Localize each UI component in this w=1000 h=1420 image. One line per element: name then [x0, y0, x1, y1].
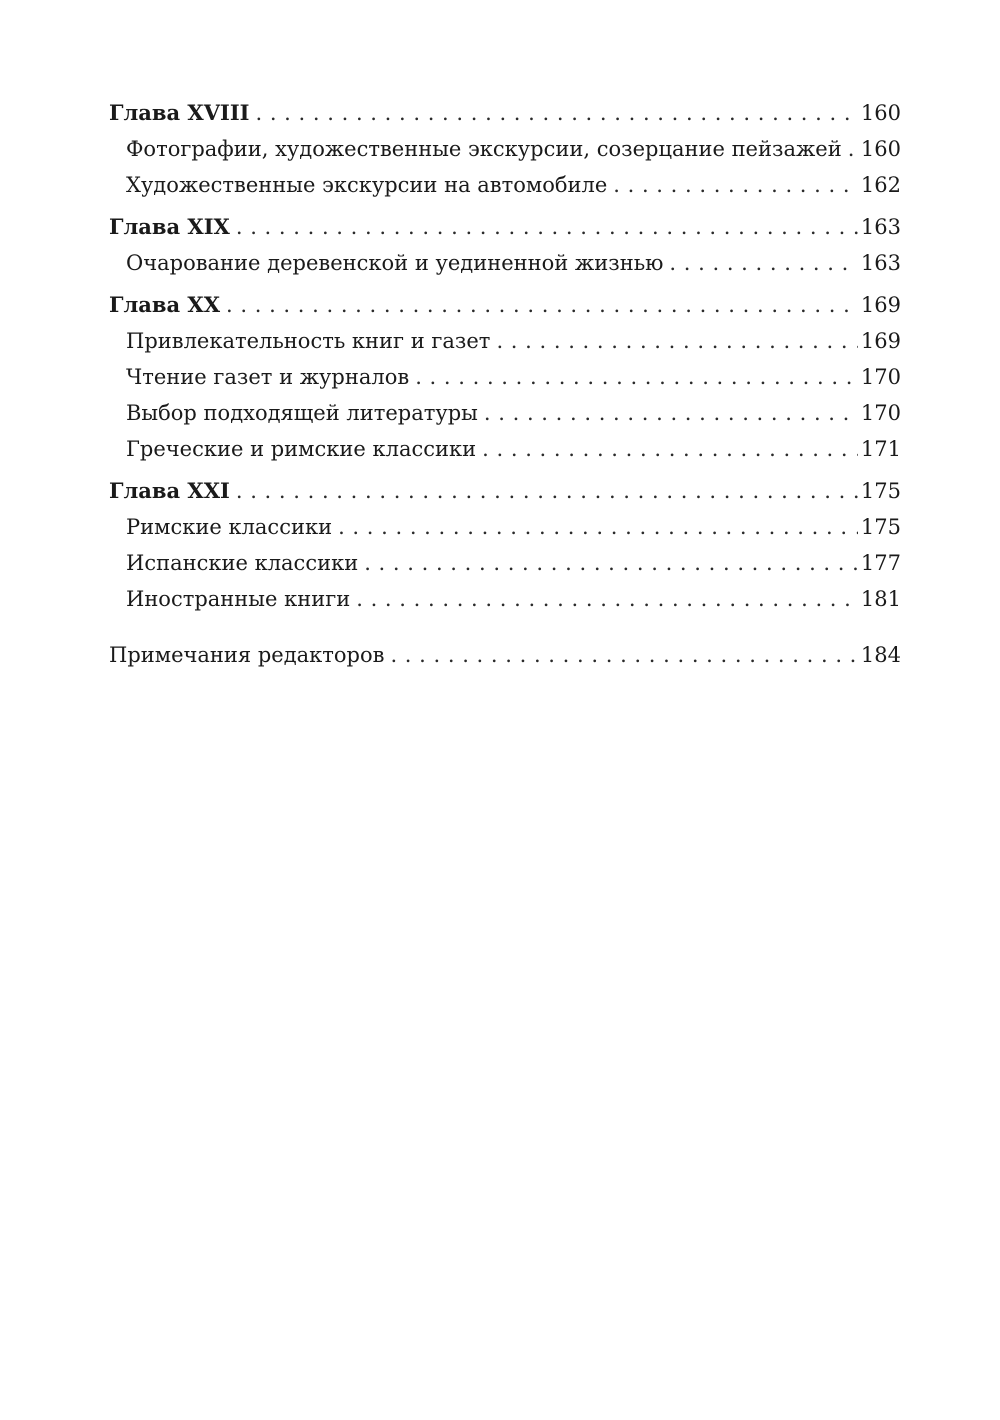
- dot-leader: [364, 545, 858, 581]
- page-number: 170: [860, 401, 901, 425]
- toc-entry[interactable]: [109, 395, 901, 431]
- page-number: 160: [860, 137, 901, 161]
- chapter-title: Глава XIX: [109, 214, 230, 239]
- chapter-title: Глава XXI: [109, 478, 230, 503]
- toc-entry[interactable]: [109, 167, 901, 203]
- dot-leader: [338, 509, 858, 545]
- entry-title: Иностранные книги: [126, 587, 351, 611]
- entry-title: Греческие и римские классики: [126, 437, 477, 461]
- chapter-title: Глава XX: [109, 292, 221, 317]
- toc-chapter-group: [109, 209, 901, 281]
- toc-entry[interactable]: [109, 131, 901, 167]
- dot-leader: [255, 95, 857, 131]
- dot-leader: [356, 581, 858, 617]
- chapter-title: Глава XVIII: [109, 100, 250, 125]
- entry-title: Художественные экскурсии на автомобиле: [126, 173, 608, 197]
- toc-entry[interactable]: [109, 323, 901, 359]
- page-number: 171: [860, 437, 901, 461]
- dot-leader: [226, 287, 858, 323]
- page-number: 175: [860, 479, 901, 503]
- toc-entry[interactable]: [109, 545, 901, 581]
- toc-chapter-entry[interactable]: [109, 209, 901, 245]
- page-number: 163: [860, 251, 901, 275]
- entry-title: Примечания редакторов: [109, 643, 385, 667]
- toc-entry[interactable]: [109, 509, 901, 545]
- entry-title: Римские классики: [126, 515, 333, 539]
- dot-leader: [236, 473, 858, 509]
- entry-title: Привлекательность книг и газет: [126, 329, 491, 353]
- entry-title: Фотографии, художественные экскурсии, созерцание пейзажей: [126, 137, 842, 161]
- dot-leader: [236, 209, 858, 245]
- page-number: 163: [860, 215, 901, 239]
- dot-leader: [613, 167, 858, 203]
- toc-editors-notes-entry[interactable]: [109, 637, 901, 673]
- toc-chapter-group: [109, 95, 901, 203]
- page-number: 177: [860, 551, 901, 575]
- page-number: 170: [860, 365, 901, 389]
- page-number: 184: [860, 643, 901, 667]
- toc-entry[interactable]: [109, 245, 901, 281]
- toc-chapter-entry[interactable]: [109, 287, 901, 323]
- toc-chapter-group: [109, 287, 901, 467]
- dot-leader: [415, 359, 858, 395]
- dot-leader: [669, 245, 857, 281]
- page-number: 160: [860, 101, 901, 125]
- toc-chapter-entry[interactable]: [109, 473, 901, 509]
- toc-chapter-entry[interactable]: [109, 95, 901, 131]
- page-number: 162: [860, 173, 901, 197]
- page-number: 169: [860, 293, 901, 317]
- entry-title: Испанские классики: [126, 551, 359, 575]
- dot-leader: [484, 395, 858, 431]
- page-number: 169: [860, 329, 901, 353]
- table-of-contents: [109, 95, 901, 673]
- toc-entry[interactable]: [109, 359, 901, 395]
- page-number: 181: [860, 587, 901, 611]
- dot-leader: [390, 637, 857, 673]
- entry-title: Выбор подходящей литературы: [126, 401, 478, 425]
- dot-leader: [496, 323, 857, 359]
- entry-title: Чтение газет и журналов: [126, 365, 410, 389]
- dot-leader: [848, 131, 858, 167]
- entry-title: Очарование деревенской и уединенной жизнью: [126, 251, 664, 275]
- page-number: 175: [860, 515, 901, 539]
- toc-entry[interactable]: [109, 431, 901, 467]
- toc-entry[interactable]: [109, 581, 901, 617]
- dot-leader: [482, 431, 858, 467]
- toc-chapter-group: [109, 473, 901, 617]
